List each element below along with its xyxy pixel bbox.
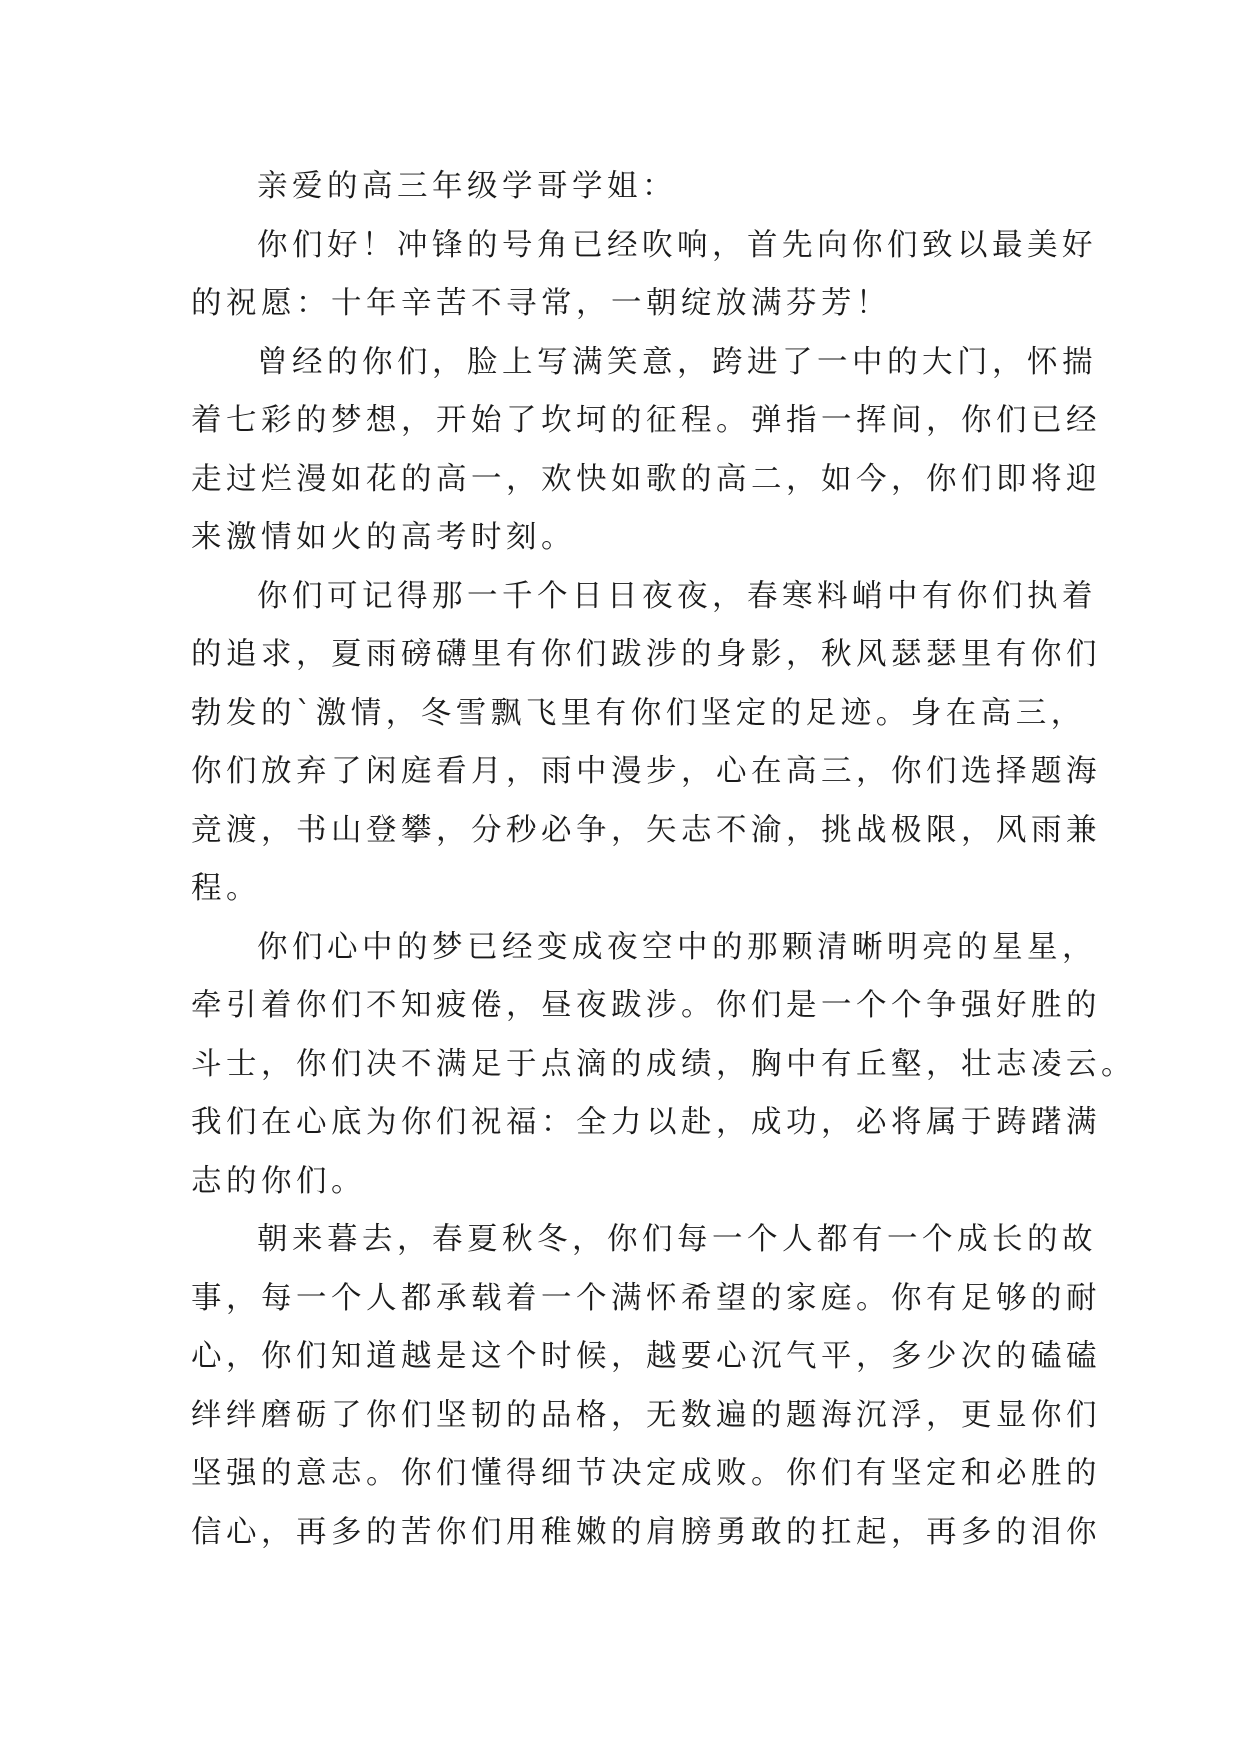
text-line: 的祝愿：十年辛苦不寻常，一朝绽放满芬芳！	[191, 286, 891, 321]
text-line: 牵引着你们不知疲倦，昼夜跋涉。你们是一个个争强好胜的	[191, 988, 1101, 1023]
text-line: 勃发的`激情，冬雪飘飞里有你们坚定的足迹。身在高三，	[191, 695, 1086, 731]
text-line: 竞渡，书山登攀，分秒必争，矢志不渝，挑战极限，风雨兼	[191, 812, 1101, 848]
text-line: 绊绊磨砺了你们坚韧的品格，无数遍的题海沉浮，更显你们	[191, 1397, 1101, 1433]
text-line: 走过烂漫如花的高一，欢快如歌的高二，如今，你们即将迎	[191, 461, 1101, 497]
text-line: 程。	[191, 871, 261, 906]
text-line: 朝来暮去，春夏秋冬，你们每一个人都有一个成长的故	[257, 1222, 1097, 1257]
text-line: 坚强的意志。你们懂得细节决定成败。你们有坚定和必胜的	[191, 1456, 1101, 1491]
text-line: 事，每一个人都承载着一个满怀希望的家庭。你有足够的耐	[191, 1280, 1101, 1316]
salutation-line: 亲爱的高三年级学哥学姐：	[257, 169, 677, 204]
text-line: 我们在心底为你们祝福：全力以赴，成功，必将属于踌躇满	[191, 1105, 1101, 1140]
text-line: 你们可记得那一千个日日夜夜，春寒料峭中有你们执着	[257, 578, 1097, 614]
text-line: 来激情如火的高考时刻。	[191, 520, 576, 555]
text-line: 你们放弃了闲庭看月，雨中漫步，心在高三，你们选择题海	[191, 754, 1101, 789]
text-line: 志的你们。	[191, 1163, 366, 1199]
letter-body	[191, 158, 1136, 1562]
text-line: 心，你们知道越是这个时候，越要心沉气平，多少次的磕磕	[191, 1339, 1101, 1374]
text-line: 你们心中的梦已经变成夜空中的那颗清晰明亮的星星，	[257, 929, 1097, 965]
text-line: 斗士，你们决不满足于点滴的成绩，胸中有丘壑，壮志凌云。	[191, 1046, 1136, 1082]
text-line: 曾经的你们，脸上写满笑意，跨进了一中的大门，怀揣	[257, 344, 1097, 380]
text-line: 着七彩的梦想，开始了坎坷的征程。弹指一挥间，你们已经	[191, 403, 1101, 438]
text-line: 你们好！冲锋的号角已经吹响，首先向你们致以最美好	[257, 227, 1097, 263]
text-line: 的追求，夏雨磅礴里有你们跋涉的身影，秋风瑟瑟里有你们	[191, 637, 1101, 672]
text-line: 信心，再多的苦你们用稚嫩的肩膀勇敢的扛起，再多的泪你	[191, 1514, 1101, 1550]
